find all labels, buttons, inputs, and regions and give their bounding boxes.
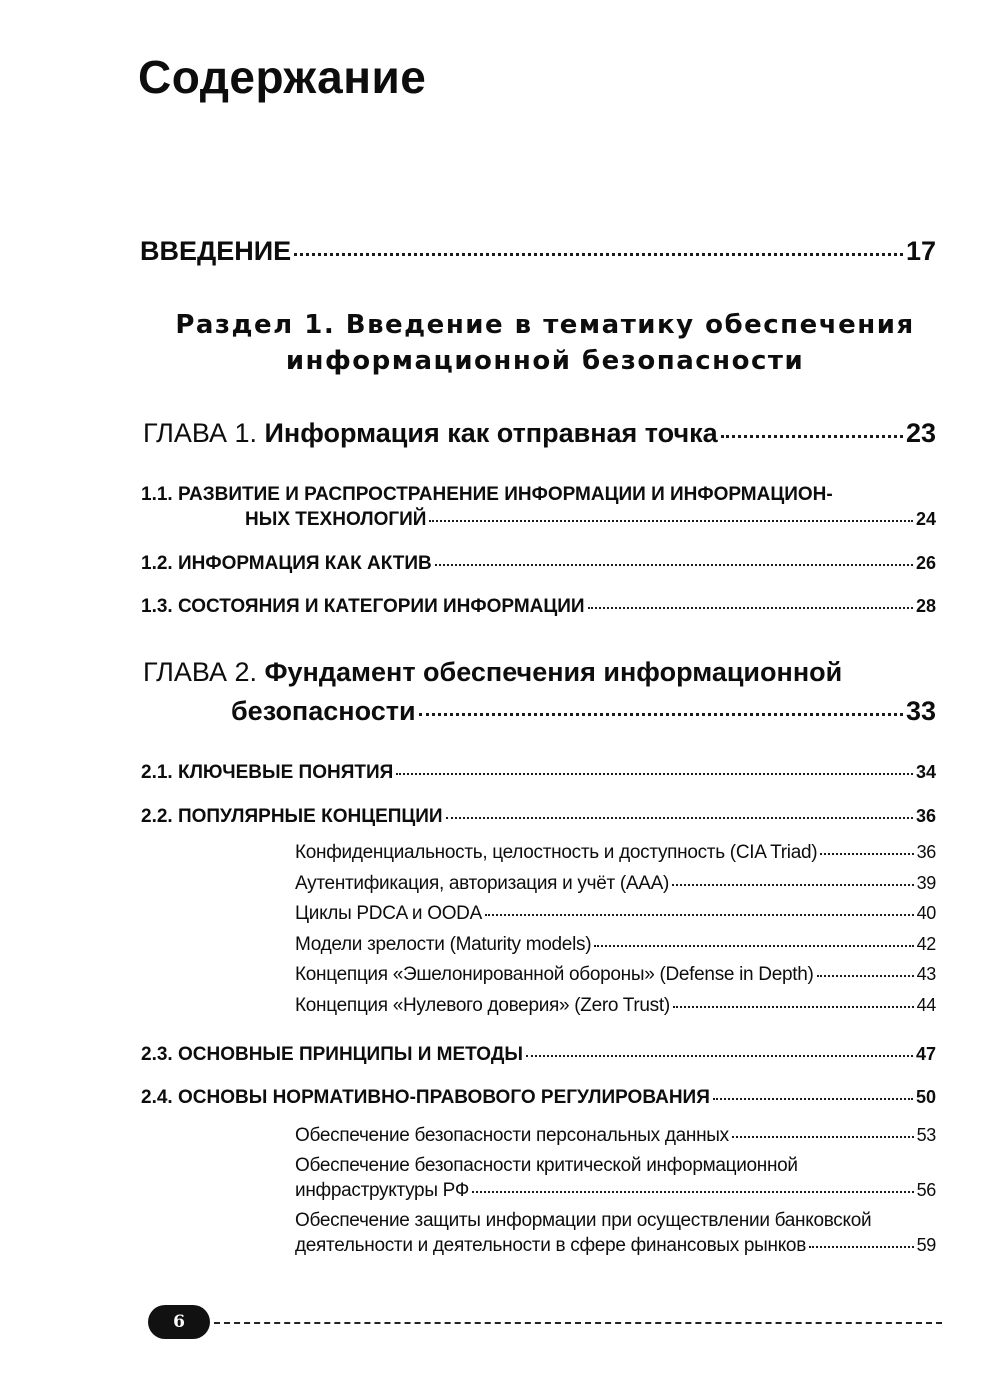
toc-page-number: 43 [916,964,936,984]
toc-subsection-text: Концепция «Эшелонированной обороны» (Defense in Depth) [295,964,814,985]
page-title: Содержание [138,51,427,103]
part-heading-line2: информационной безопасности [285,346,805,376]
dot-leader [472,1191,914,1193]
toc-page-number: 24 [915,509,936,529]
toc-subsection[interactable] [295,934,936,956]
toc-section-1-1-line1[interactable]: 1.1. РАЗВИТИЕ И РАСПРОСТРАНЕНИЕ ИНФОРМАЦИИ И ИНФОРМАЦИОН- [141,484,833,505]
dot-leader [446,817,913,819]
chapter-name-line1: Фундамент обеспечения информационной [264,657,843,687]
toc-subsection-line1[interactable]: Обеспечение безопасности критической информационной [295,1155,798,1176]
toc-page-number: 47 [915,1044,936,1064]
toc-subsection-text: Концепция «Нулевого доверия» (Zero Trust) [295,995,670,1016]
toc-section-text: 2.1. КЛЮЧЕВЫЕ ПОНЯТИЯ [141,762,394,783]
dot-leader [732,1136,914,1138]
toc-page-number: 17 [905,236,936,266]
toc-section-1-1[interactable] [245,509,936,531]
toc-page-number: 56 [916,1180,936,1200]
toc-subsection-text: Обеспечение безопасности персональных данных [295,1125,729,1146]
toc-page-number: 40 [916,903,936,923]
toc-subsection[interactable] [295,903,936,925]
toc-entry-introduction[interactable] [140,236,936,267]
toc-entry-label: ВВЕДЕНИЕ [140,236,292,266]
toc-subsection-text: Циклы PDCA и OODA [295,903,482,924]
toc-page-number: 59 [916,1235,936,1255]
dot-leader [396,773,913,775]
toc-subsection-text: Модели зрелости (Maturity models) [295,934,592,955]
toc-page-number: 26 [915,553,936,573]
toc-page-number: 33 [905,696,936,726]
toc-subsection-text: инфраструктуры РФ [295,1180,469,1201]
toc-subsection[interactable] [295,1125,936,1147]
chapter-label: ГЛАВА 2. [143,657,257,687]
toc-page-number: 23 [905,418,936,448]
dot-leader [419,713,903,716]
toc-section-text: 2.4. ОСНОВЫ НОРМАТИВНО-ПРАВОВОГО РЕГУЛИРОВАНИЯ [141,1087,710,1108]
dot-leader [588,607,913,609]
toc-subsection[interactable] [295,842,936,864]
dot-leader [294,253,903,256]
page-number-badge: 6 [148,1305,210,1339]
dot-leader [429,520,913,522]
dot-leader [594,945,913,947]
part-heading [150,307,940,379]
dot-leader [435,564,913,566]
dot-leader [713,1098,913,1100]
toc-subsection-text: Конфиденциальность, целостность и доступность (CIA Triad) [295,842,818,863]
toc-subsection[interactable] [295,995,936,1017]
toc-page-number: 34 [915,762,936,782]
toc-subsection-text: Аутентификация, авторизация и учёт (AAA) [295,873,670,894]
toc-page-number: 39 [916,873,936,893]
chapter-label: ГЛАВА 1. [143,418,257,448]
toc-subsection-line1[interactable]: Обеспечение защиты информации при осуществлении банковской [295,1210,872,1231]
toc-section-2-2[interactable] [141,806,936,828]
toc-section-text: 2.3. ОСНОВНЫЕ ПРИНЦИПЫ И МЕТОДЫ [141,1044,523,1065]
toc-page-number: 53 [916,1125,936,1145]
toc-page-number: 28 [915,596,936,616]
toc-chapter-1[interactable] [143,418,936,449]
toc-subsection[interactable] [295,873,936,895]
toc-chapter-2[interactable] [231,696,936,727]
part-heading-line1: Раздел 1. Введение в тематику обеспечения [175,310,915,340]
toc-section-2-3[interactable] [141,1044,936,1066]
toc-section-text: 2.2. ПОПУЛЯРНЫЕ КОНЦЕПЦИИ [141,806,443,827]
chapter-name-line2: безопасности [231,696,416,726]
dot-leader [809,1246,914,1248]
toc-subsection-text: деятельности и деятельности в сфере финансовых рынков [295,1235,806,1256]
toc-section-1-3[interactable] [141,596,936,618]
toc-section-2-4[interactable] [141,1087,936,1109]
dot-leader [672,884,914,886]
toc-page-number: 50 [915,1087,936,1107]
toc-page-number: 36 [915,806,936,826]
footer-dashed-rule [214,1322,942,1324]
toc-subsection[interactable] [295,964,936,986]
dot-leader [673,1006,914,1008]
dot-leader [817,975,914,977]
toc-page-number: 42 [916,934,936,954]
chapter-name: Информация как отправная точка [264,418,718,448]
toc-section-text: 1.2. ИНФОРМАЦИЯ КАК АКТИВ [141,553,432,574]
toc-chapter-2-line1[interactable] [143,657,842,688]
toc-section-2-1[interactable] [141,762,936,784]
toc-page-number: 36 [916,842,936,862]
toc-subsection[interactable] [295,1180,936,1202]
toc-section-text: 1.3. СОСТОЯНИЯ И КАТЕГОРИИ ИНФОРМАЦИИ [141,596,585,617]
dot-leader [721,435,903,438]
dot-leader [485,914,914,916]
dot-leader [526,1055,913,1057]
toc-section-text: НЫХ ТЕХНОЛОГИЙ [245,509,427,530]
toc-subsection[interactable] [295,1235,936,1257]
toc-page-number: 44 [916,995,936,1015]
dot-leader [820,853,913,855]
toc-section-1-2[interactable] [141,553,936,575]
